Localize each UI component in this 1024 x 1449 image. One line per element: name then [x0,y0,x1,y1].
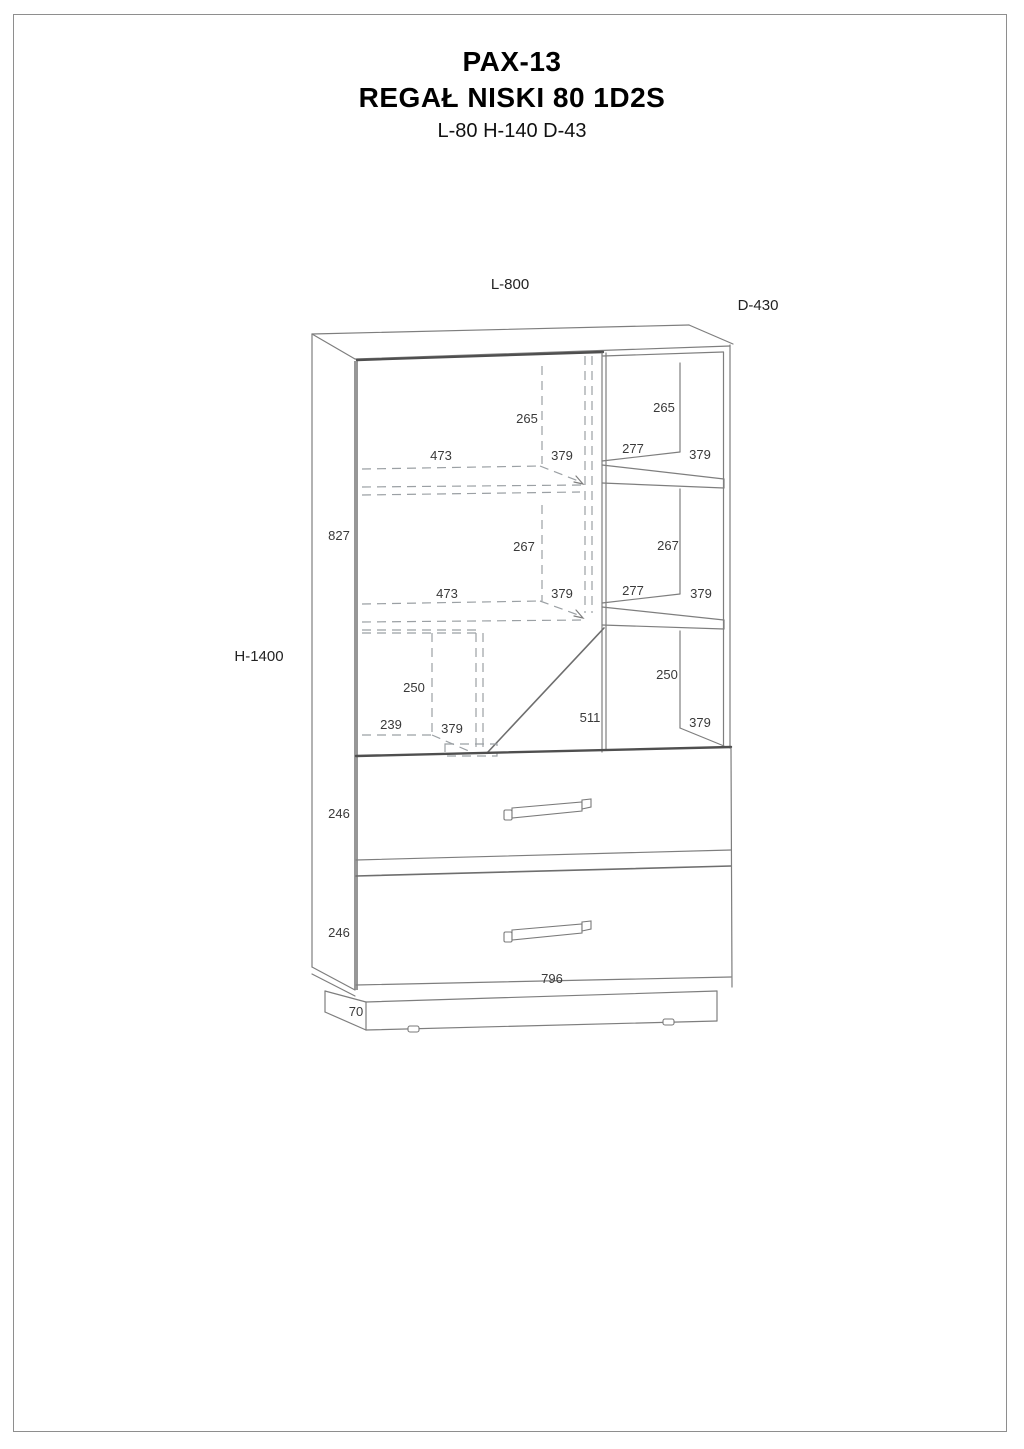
dim-bottom-shelf-depth-right: 379 [689,715,711,730]
dim-drawer-top-height: 246 [328,806,350,821]
niche-diagonal [487,628,604,753]
dim-top-niche-left-height: 265 [516,411,538,426]
model-code: PAX-13 [462,46,562,77]
plinth [325,991,717,1032]
right-niche-floor-edge [680,728,724,746]
dim-top-shelf-depth-left: 379 [551,448,573,463]
dim-overall-width: L-800 [490,276,530,293]
drawer-2 [356,866,731,985]
dim-bottom-niche-right-height: 250 [656,667,678,682]
dim-top-niche-right-width: 277 [622,441,644,456]
door-front [357,352,723,360]
dim-hidden-compartment-depth: 379 [441,721,463,736]
dim-top-shelf-depth-right: 379 [689,447,711,462]
dim-front-bottom-width: 796 [541,971,563,986]
dim-hidden-compartment-width: 239 [380,717,402,732]
dim-mid-niche-left-height: 267 [513,539,535,554]
dim-top-shelf-width: 473 [430,448,452,463]
dim-plinth-height: 70 [348,1004,364,1019]
dim-door-section-height: 827 [328,528,350,543]
hidden-compartment [362,633,497,756]
dim-top-niche-right-height: 265 [653,400,675,415]
foot-left [408,1026,419,1032]
dim-bottom-niche-width: 511 [579,710,601,725]
dim-mid-shelf-depth-left: 379 [551,586,573,601]
drawer-1-handle [504,799,591,820]
left-side-panel [312,334,356,996]
dim-mid-shelf-width: 473 [436,586,458,601]
drawer-2-handle [504,921,591,942]
dimension-labels [234,276,778,1019]
dim-mid-niche-right-width: 277 [622,583,644,598]
dim-drawer-bottom-height: 246 [328,925,350,940]
overall-size-summary: L-80 H-140 D-43 [437,120,587,142]
center-divider [602,353,606,752]
dim-overall-height: H-1400 [234,648,284,665]
foot-right [663,1019,674,1025]
dim-overall-depth: D-430 [737,297,779,314]
dim-mid-shelf-depth-right: 379 [690,586,712,601]
dim-mid-niche-right-height: 267 [657,538,679,553]
drawer-1 [356,747,731,860]
front-right-edge [731,748,732,987]
dim-hidden-compartment-height: 250 [403,680,425,695]
product-name: REGAŁ NISKI 80 1D2S [358,82,666,113]
